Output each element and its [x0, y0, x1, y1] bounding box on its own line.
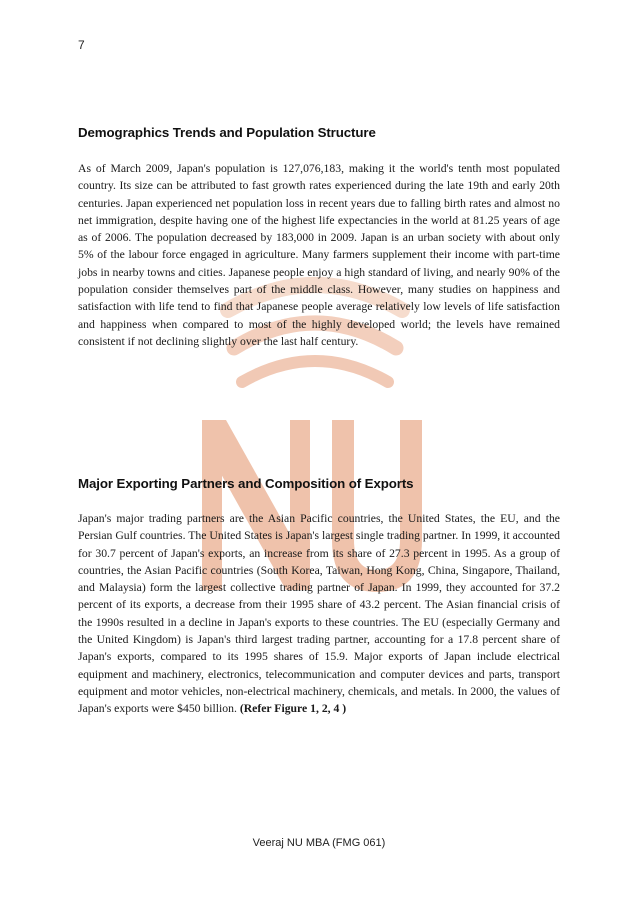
page-number: 7: [78, 38, 85, 52]
section-paragraph: As of March 2009, Japan's population is 127,076,183, making it the world's tenth most populated country. Its size can be attributed to fast growth rates experienced during the late 19th and early 20th centuries. Japan experienced net population loss in recent years due to falling birth rates and almost no net immigration, despite having one of the highest life expectancies in the world at 81.25 years of age as of 2006. The population decreased by 183,000 in 2009. Japan is an urban society with about only 5% of the labour force engaged in agriculture. Many farmers supplement their income with part-time jobs in nearby towns and cities. Japanese people enjoy a high standard of living, and nearly 90% of the population consider themselves part of the middle class. However, many studies on happiness and satisfaction with life tend to find that Japanese people average relatively low levels of life satisfaction and happiness when compared to most of the highly developed world; the levels have remained consistent if not declining slightly over the last half century.: [78, 162, 560, 348]
section-demographics: [78, 125, 560, 350]
section-paragraph: [78, 510, 560, 718]
figure-reference: (Refer Figure 1, 2, 4 ): [239, 702, 347, 716]
paragraph-text: Japan's major trading partners are the Asian Pacific countries, the United States, the EU, and the Persian Gulf countries. The United States is Japan's largest single trading partner. In 1999, it accounted for 30.7 percent of Japan's exports, an increase from its share of 27.3 percent in 1995. As a group of countries, the Asian Pacific countries (South Korea, Taiwan, Hong Kong, China, Singapore, Thailand, and Malaysia) form the largest collective trading partner of Japan. In 1999, they accounted for 37.2 percent of its exports, a decrease from their 1995 share of 43.2 percent. The Asian financial crisis of the 1990s resulted in a decline in Japan's exports to these countries. The EU (especially Germany and the United Kingdom) is Japan's third largest trading partner, accounting for a 17.8 percent share of Japan's exports, compared to its 1995 shares of 15.9. Major exports of Japan include electrical equipment and machinery, electronics, telecommunication and computer devices and parts, transport equipment and motor vehicles, non-electrical machinery, chemicals, and metals. In 2000, the values of Japan's exports were $450 billion.: [78, 512, 560, 716]
page-footer: Veeraj NU MBA (FMG 061): [252, 837, 386, 849]
section-exports: [78, 476, 560, 718]
section-heading: Major Exporting Partners and Composition of Exports: [78, 476, 414, 491]
section-heading: Demographics Trends and Population Structure: [78, 125, 376, 140]
